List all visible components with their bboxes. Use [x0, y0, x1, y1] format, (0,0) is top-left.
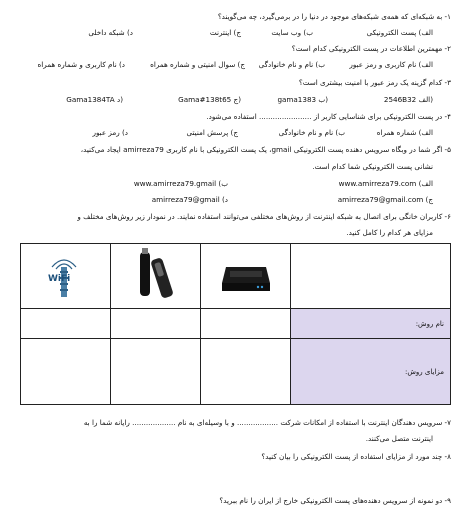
method-name-cell-2 [111, 309, 201, 339]
connection-methods-table [20, 243, 451, 405]
question-6-text-line2: مزایای هر کدام را کامل کنید. [346, 228, 433, 237]
q3-option-a-value: 2546B32 [383, 95, 417, 104]
method-benefits-cell-2 [111, 339, 201, 405]
question-5-text-line2: نشانی پست الکترونیکی شما کدام است. [312, 162, 433, 171]
q3-option-a-label: الف) [418, 95, 433, 104]
usb-modem-image-cell [111, 244, 201, 309]
question-2-text: ۲- مهمترین اطلاعات در پست الکترونیکی کدام است؟ [291, 44, 451, 53]
router-icon [216, 249, 276, 299]
q3-option-d-label: د) [116, 95, 123, 104]
method-name-label: نام روش: [291, 309, 451, 339]
method-benefits-row [21, 339, 451, 405]
q4-option-d: د) رمز عبور [92, 128, 128, 137]
question-4-text: ۴- در پست الکترونیکی برای شناسایی کاربر از ....................... استفاده می‌شود. [206, 112, 451, 121]
q3-option-c-label: ج) [233, 95, 241, 104]
q1-option-a: الف) پست الکترونیکی [366, 28, 433, 37]
q1-option-c: ج) اینترنت [209, 28, 241, 37]
q2-option-b: ب) نام و نام خانوادگی [258, 60, 325, 69]
method-benefits-cell-3 [201, 339, 291, 405]
wifi-label: WiFi [47, 274, 70, 284]
q2-option-c: ج) سوال امنیتی و شماره همراه [150, 60, 245, 69]
usb-modem-icon [126, 246, 186, 302]
q3-option-b-label: ب) [318, 95, 328, 104]
q3-option-b [277, 95, 328, 104]
q2-option-a: الف) نام کاربری و رمز عبور [349, 60, 433, 69]
q1-option-d: د) شبکه داخلی [88, 28, 133, 37]
q3-option-a [384, 95, 433, 104]
q5-option-b: ب) www.amirreza79.gmail [133, 179, 228, 188]
q3-option-c [178, 95, 241, 104]
wifi-antenna-icon [36, 249, 96, 299]
method-benefits-cell-1 [21, 339, 111, 405]
q2-option-d: د) نام کاربری و شماره همراه [37, 60, 125, 69]
question-9-text: ۹- دو نمونه از سرویس دهنده‌های پست الکترونیکی خارج از ایران را نام ببرید؟ [219, 496, 451, 505]
q1-option-b: ب) وب سایت [271, 28, 313, 37]
router-image-cell [201, 244, 291, 309]
q4-option-a: الف) شماره همراه [376, 128, 433, 137]
empty-header-cell [291, 244, 451, 309]
q4-option-c: ج) پرسش امنیتی [186, 128, 238, 137]
method-name-cell-3 [201, 309, 291, 339]
q3-option-c-value: Gama#138t65 [178, 95, 232, 104]
question-7-text-line1: ۷- سرویس دهندگان اینترنت با استفاده از امکانات شرکت .................. و با وسیله‌ای به نام ................... رایانه شما را به [83, 418, 451, 427]
table-image-row [21, 244, 451, 309]
q5-option-a: الف) www.amirreza79.com [338, 179, 433, 188]
method-name-row [21, 309, 451, 339]
question-8-text: ۸- چند مورد از مزایای استفاده از پست الکترونیکی را بیان کنید؟ [261, 452, 451, 461]
method-benefits-label: مزایای روش: [291, 339, 451, 405]
question-1-text: ۱- به شبکه‌ای که همه‌ی شبکه‌های موجود در دنیا را در برمی‌گیرد، چه می‌گویند؟ [217, 12, 451, 21]
question-6-text-line1: ۶- کاربران خانگی برای اتصال به شبکه اینترنت از روش‌های مختلفی می‌توانند استفاده نمایند. در نمودار زیر روش‌های مختلف و [77, 212, 451, 221]
wifi-image-cell [21, 244, 111, 309]
question-5-text-line1: ۵- اگر شما در وبگاه سرویس دهنده پست الکترونیکی gmail، یک پست الکترونیکی با نام کاربری amirreza79 ایجاد می‌کنید، [80, 145, 451, 154]
question-7-text-line2: اینترنت متصل می‌کنند. [365, 434, 433, 443]
q4-option-b: ب) نام و نام خانوادگی [278, 128, 345, 137]
q5-option-d: د) amirreza79@gmail [151, 195, 228, 204]
q5-option-c: ج) amirreza79@gmail.com [337, 195, 433, 204]
q3-option-b-value: gama1383 [277, 95, 317, 104]
question-3-text: ۳- کدام گزینه یک رمز عبور با امنیت بیشتری است؟ [298, 78, 451, 87]
q3-option-d [66, 95, 123, 104]
method-name-cell-1 [21, 309, 111, 339]
q3-option-d-value: Gama1384TA [66, 95, 115, 104]
